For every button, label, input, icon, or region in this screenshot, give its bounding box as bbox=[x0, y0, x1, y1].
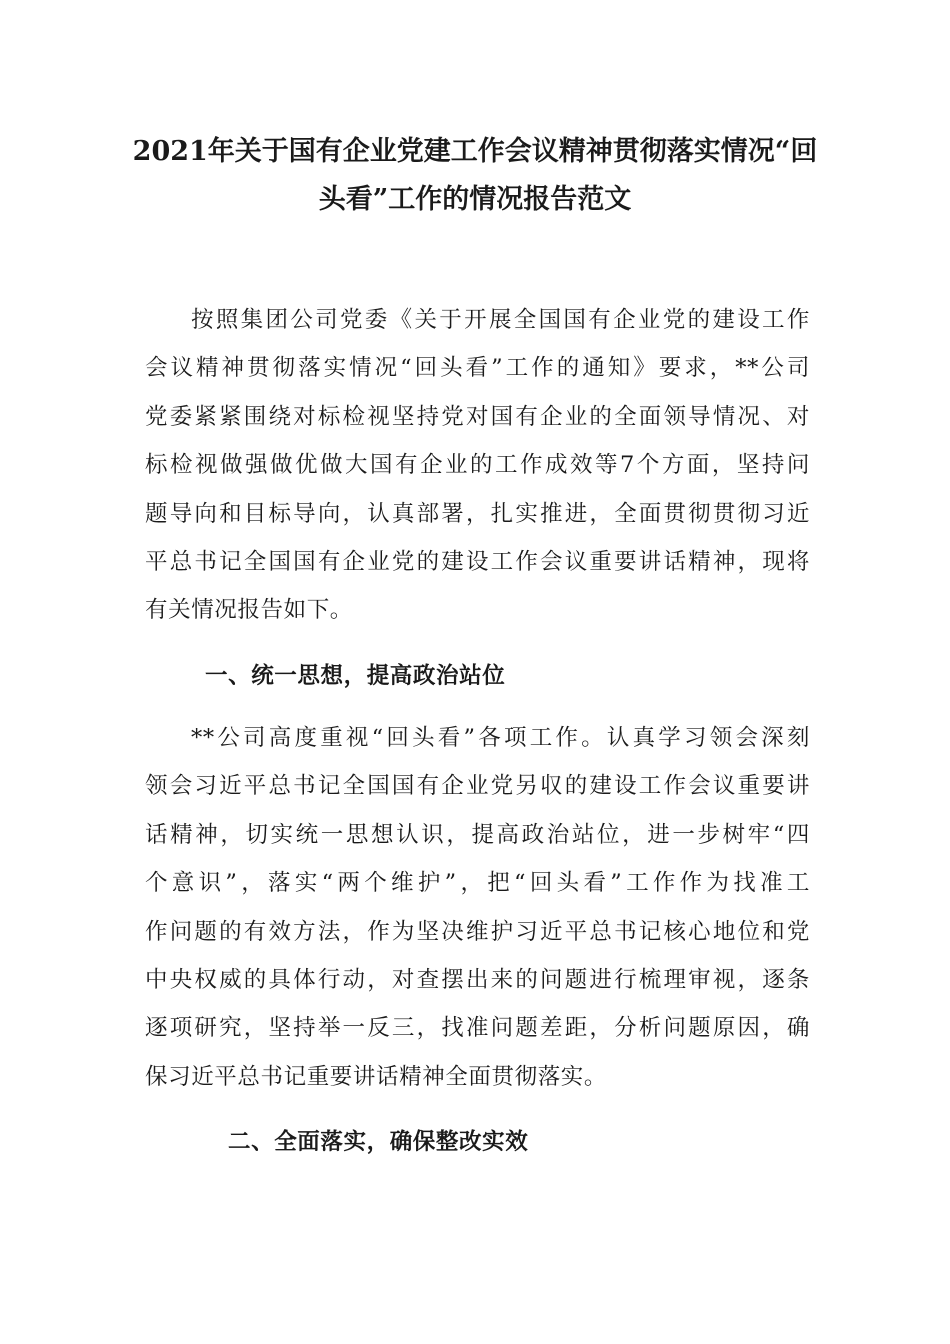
paragraph-line: 有关情况报告如下。 bbox=[145, 597, 353, 624]
title-line-1: 2021年关于国有企业党建工作会议精神贯彻落实情况“回 bbox=[132, 136, 818, 167]
paragraph-line: 逐项研究，坚持举一反三，找准问题差距，分析问题原因，确 bbox=[145, 1015, 810, 1042]
paragraph-line: 按照集团公司党委《关于开展全国国有企业党的建设工作 bbox=[191, 307, 810, 333]
title-line-2: 头看”工作的情况报告范文 bbox=[318, 184, 632, 215]
section-heading-2: 二、全面落实，确保整改实效 bbox=[228, 1129, 529, 1155]
paragraph-line: 题导向和目标导向，认真部署，扎实推进，全面贯彻贯彻习近 bbox=[145, 500, 810, 527]
paragraph-intro bbox=[145, 296, 810, 635]
paragraph-line: 话精神，切实统一思想认识，提高政治站位，进一步树牢“四 bbox=[145, 821, 810, 848]
paragraph-line: 平总书记全国国有企业党的建设工作会议重要讲话精神，现将 bbox=[145, 549, 810, 576]
paragraph-line: 会议精神贯彻落实情况“回头看”工作的通知》要求，**公司 bbox=[145, 355, 810, 382]
paragraph-line: 保习近平总书记重要讲话精神全面贯彻落实。 bbox=[145, 1063, 608, 1090]
document-title bbox=[100, 128, 850, 224]
paragraph-line: 作问题的有效方法，作为坚决维护习近平总书记核心地位和党 bbox=[145, 918, 810, 945]
paragraph-line: 中央权威的具体行动，对查摆出来的问题进行梳理审视，逐条 bbox=[145, 967, 810, 994]
section-heading-1: 一、统一思想，提高政治站位 bbox=[205, 663, 506, 689]
paragraph-line: **公司高度重视“回头看”各项工作。认真学习领会深刻 bbox=[191, 725, 810, 751]
paragraph-line: 标检视做强做优做大国有企业的工作成效等7个方面，坚持问 bbox=[145, 452, 810, 479]
paragraph-section-1 bbox=[145, 714, 810, 1101]
paragraph-line: 领会习近平总书记全国国有企业党另収的建设工作会议重要讲 bbox=[145, 773, 810, 800]
paragraph-line: 个意识”，落实“两个维护”，把“回头看”工作作为找准工 bbox=[145, 870, 810, 897]
paragraph-line: 党委紧紧围绕对标检视坚持党对国有企业的全面领导情况、对 bbox=[145, 403, 810, 430]
